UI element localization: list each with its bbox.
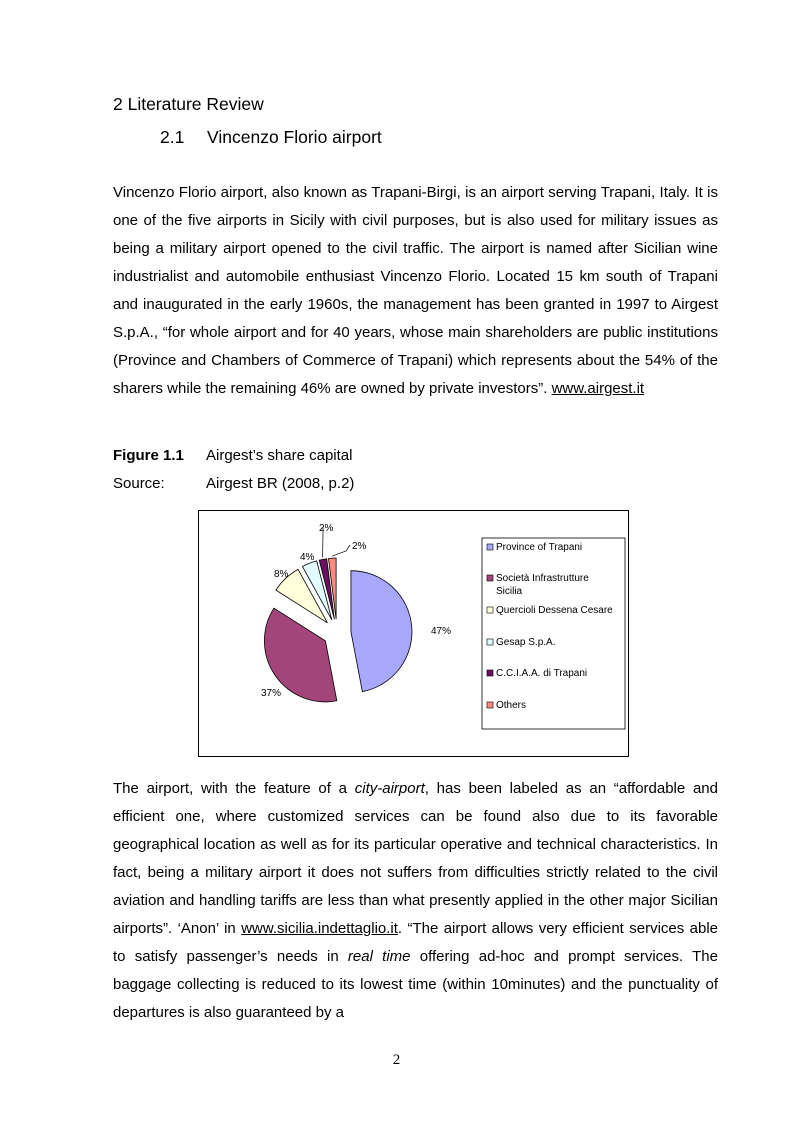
pie-value-label: 8%	[274, 569, 289, 580]
legend-swatch	[487, 607, 493, 613]
legend-label: Gesap S.p.A.	[496, 637, 556, 648]
legend-swatch	[487, 670, 493, 676]
legend-label: C.C.I.A.A. di Trapani	[496, 668, 588, 679]
figure-caption-block	[113, 442, 354, 498]
page-number: 2	[392, 1052, 401, 1068]
pie-leader-line	[332, 545, 350, 556]
pie-chart-frame	[198, 510, 629, 757]
paragraph-airport-part3: . “The airport allows very efficient services able to satisfy passenger’s needs in	[113, 920, 719, 965]
source-label: Source:	[113, 475, 165, 492]
airgest-link[interactable]: www.airgest.it	[551, 380, 645, 397]
figure-source: Airgest BR (2008, p.2)	[206, 475, 355, 492]
legend-swatch	[487, 702, 493, 708]
sicilia-link[interactable]: www.sicilia.indettaglio.it	[241, 920, 398, 937]
legend-label: Province of Trapani	[496, 542, 583, 553]
legend-swatch	[487, 575, 493, 581]
paragraph-airport	[113, 775, 718, 1027]
paragraph-airport-part1: The airport, with the feature of a	[113, 780, 355, 797]
pie-value-label: 2%	[319, 523, 334, 534]
city-airport-emphasis: city-airport	[354, 780, 425, 797]
real-time-emphasis: real time	[347, 948, 411, 965]
legend-swatch	[487, 544, 493, 550]
pie-value-label: 47%	[431, 626, 452, 637]
pie-value-label: 2%	[352, 541, 367, 552]
pie-value-label: 37%	[261, 688, 282, 699]
paragraph-intro-text: Vincenzo Florio airport, also known as Trapani-Birgi, is an airport serving Trapani, Italy. It is one of the five airports in Sicily with civil purposes, but is also used for military issues as being a military airport opened to the civil traffic. The airport is named after Sicilian wine industrialist and automobile enthusiast Vincenzo Florio. Located 15 km south of Trapani and inaugurated in the early 1960s, the management has been granted in 1997 to Airgest S.p.A., “for whole airport and for 40 years, whose main shareholders are public institutions (Province and Chambers of Commerce of Trapani) which represents about the 54% of the sharers while the remaining 46% are owned by private investors”.	[113, 184, 718, 397]
legend-label: Others	[496, 700, 527, 711]
section-heading	[160, 127, 382, 148]
chapter-heading: 2 Literature Review	[113, 94, 264, 114]
legend-swatch	[487, 639, 493, 645]
paragraph-intro	[113, 179, 718, 403]
figure-label: Figure 1.1	[113, 447, 184, 464]
section-number: 2.1	[160, 127, 185, 147]
section-title: Vincenzo Florio airport	[207, 127, 382, 147]
figure-caption: Airgest’s share capital	[206, 447, 353, 464]
pie-slice	[351, 571, 412, 692]
pie-value-label: 4%	[300, 552, 315, 563]
legend-label: Società Infrastrutture Sicilia	[496, 573, 589, 597]
paragraph-airport-part4: offering ad-hoc and prompt services. The baggage collecting is reduced to its lowest time (within 10minutes) and the punctuality of departures is also guaranteed by a	[113, 948, 718, 1021]
pie-chart	[199, 511, 627, 755]
legend-label: Quercioli Dessena Cesare	[496, 605, 613, 616]
paragraph-airport-part2: , has been labeled as an “affordable and efficient one, where customized services can be found also due to its favorable geographical location as well as for its particular operative and technical characteristics. In fact, being a military airport it does not suffers from difficulties strictly related to the civil aviation and handling tariffs are less than what presently applied in the other major Sicilian airports”. ‘Anon’ in	[113, 780, 718, 937]
